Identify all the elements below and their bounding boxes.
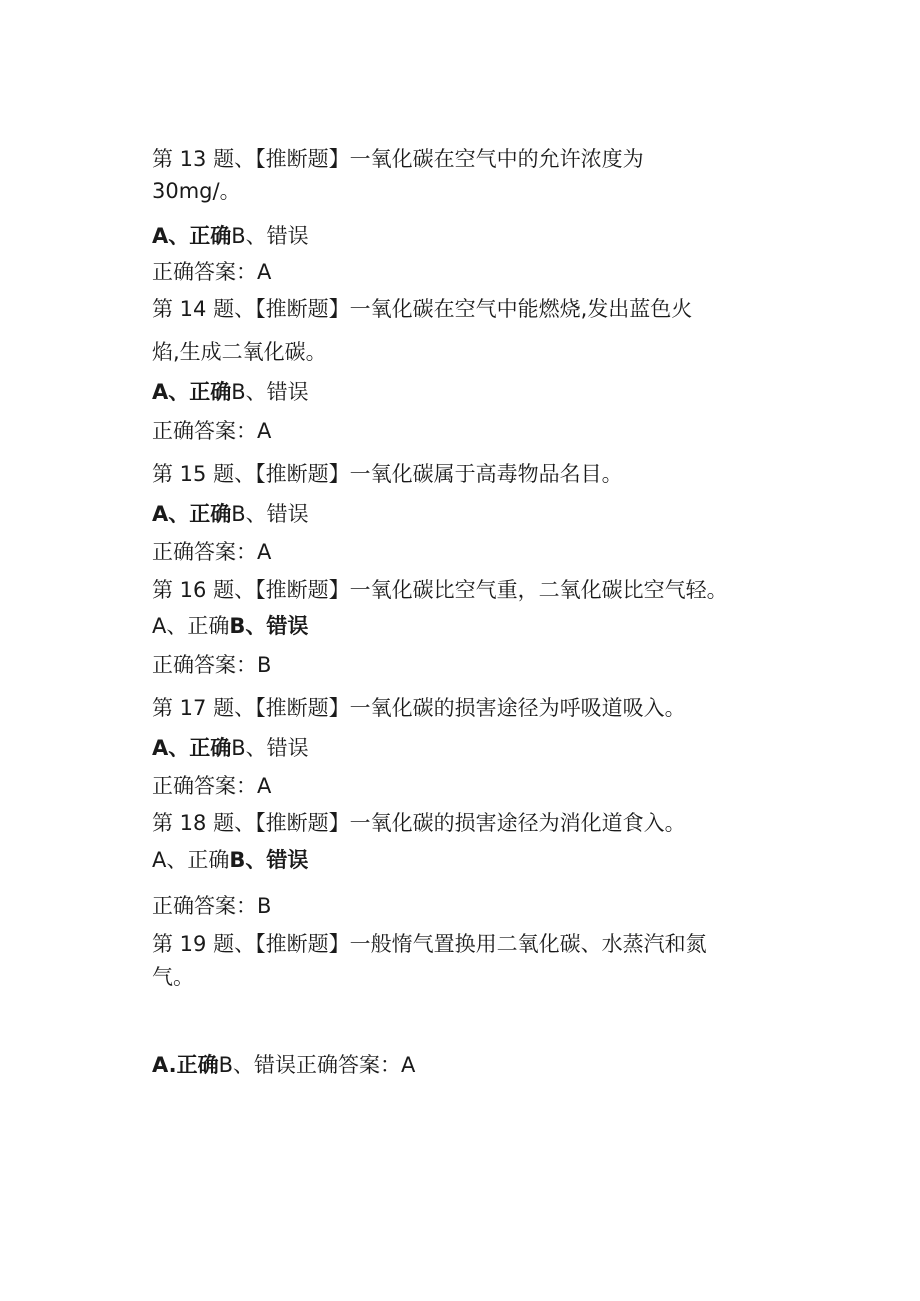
question-15-text: 第 15 题、【推断题】一氧化碳属于高毒物品名目。 — [152, 462, 623, 486]
option-b: B、错误 — [218, 1053, 297, 1077]
question-15-answer: 正确答案：A — [152, 540, 272, 564]
option-a: A、正确 — [152, 614, 230, 638]
option-b: B、错误 — [231, 380, 309, 404]
question-13-text: 第 13 题、【推断题】一氧化碳在空气中的允许浓度为 — [152, 147, 644, 171]
question-18-answer: 正确答案：B — [152, 894, 272, 918]
question-18-options — [152, 845, 308, 875]
option-b: B、错误 — [231, 502, 309, 526]
option-a: A.正确 — [152, 1053, 219, 1077]
question-15-options — [152, 499, 309, 529]
question-19-text: 第 19 题、【推断题】一般惰气置换用二氧化碳、水蒸汽和氮 — [152, 932, 707, 956]
question-19-text-cont: 气。 — [152, 965, 194, 989]
question-19-options-answer — [152, 1050, 415, 1080]
question-16-answer: 正确答案：B — [152, 653, 272, 677]
question-18-text: 第 18 题、【推断题】一氧化碳的损害途径为消化道食入。 — [152, 811, 686, 835]
question-16-text: 第 16 题、【推断题】一氧化碳比空气重，二氧化碳比空气轻。 — [152, 578, 728, 602]
option-b: B、错误 — [231, 736, 309, 760]
question-14-text-cont: 焰,生成二氧化碳。 — [152, 340, 327, 364]
answer: 正确答案：A — [296, 1053, 416, 1077]
option-b: B、错误 — [231, 224, 309, 248]
question-14-answer: 正确答案：A — [152, 419, 272, 443]
question-14-options — [152, 377, 309, 407]
question-17-text: 第 17 题、【推断题】一氧化碳的损害途径为呼吸道吸入。 — [152, 696, 686, 720]
question-17-answer: 正确答案：A — [152, 774, 272, 798]
option-a: A、正确 — [152, 736, 232, 760]
option-a: A、正确 — [152, 224, 232, 248]
question-13-text-cont: 30mg/。 — [152, 179, 241, 203]
option-b: B、错误 — [229, 614, 309, 638]
question-13-options — [152, 221, 309, 251]
option-b: B、错误 — [229, 848, 309, 872]
question-13-answer: 正确答案：A — [152, 260, 272, 284]
option-a: A、正确 — [152, 848, 230, 872]
option-a: A、正确 — [152, 502, 232, 526]
question-17-options — [152, 733, 309, 763]
question-16-options — [152, 611, 308, 641]
option-a: A、正确 — [152, 380, 232, 404]
question-14-text: 第 14 题、【推断题】一氧化碳在空气中能燃烧,发出蓝色火 — [152, 297, 693, 321]
